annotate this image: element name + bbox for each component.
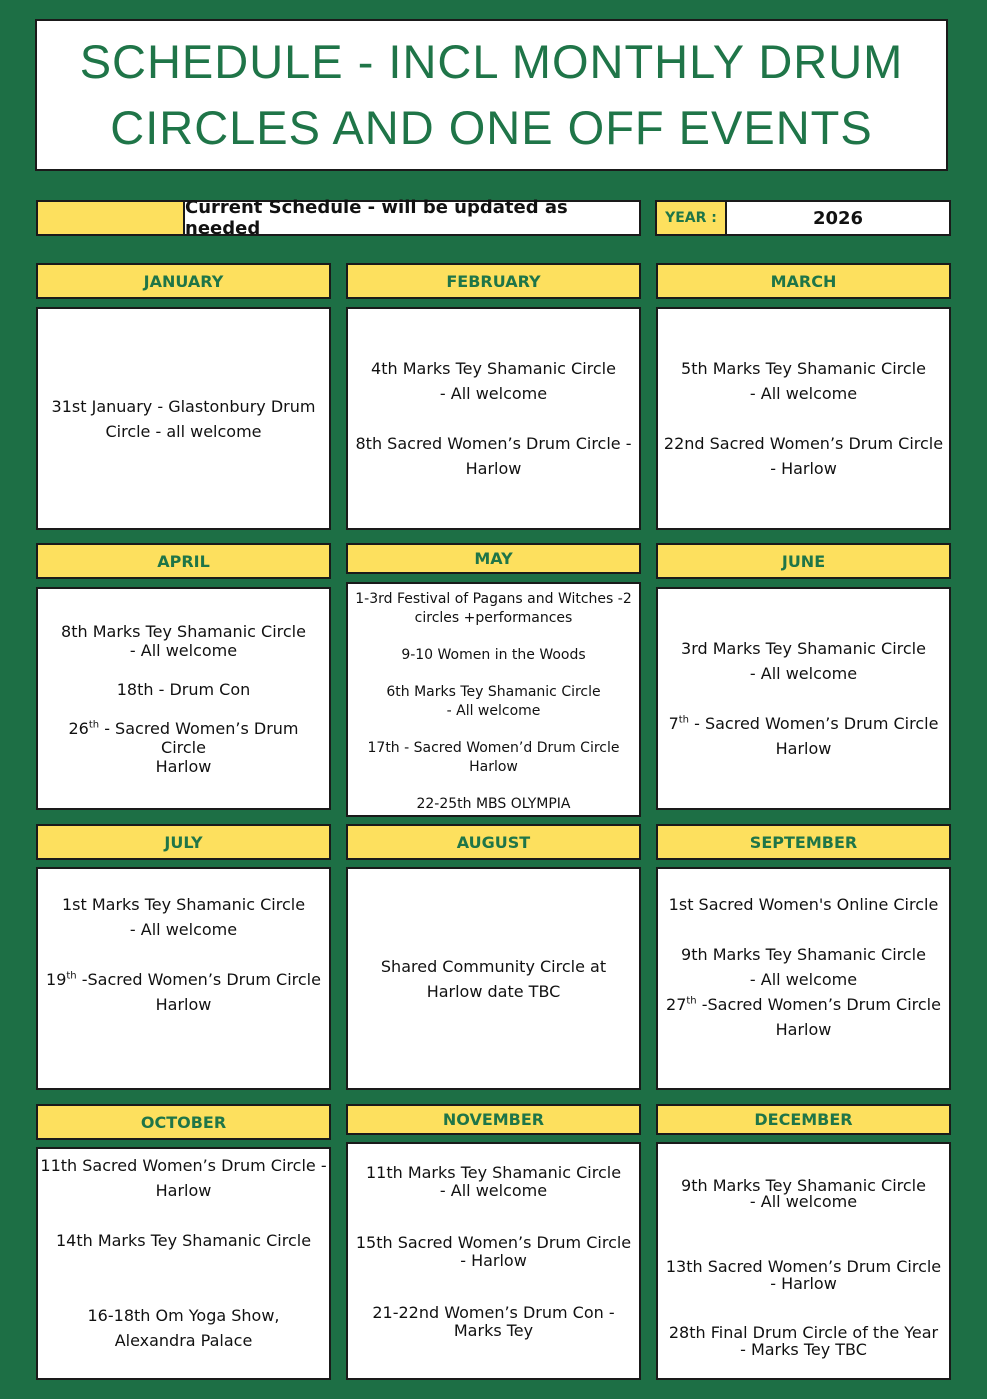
event-item: Harlow: [775, 1020, 832, 1039]
title-line-2: CIRCLES AND ONE OFF EVENTS: [110, 101, 873, 154]
title-line-1: SCHEDULE - INCL MONTHLY DRUM: [79, 35, 904, 88]
month-header-november: NOVEMBER: [346, 1104, 641, 1135]
month-header-june: JUNE: [656, 543, 951, 579]
event-item: 8th Sacred Women’s Drum Circle - Harlow: [355, 434, 632, 478]
month-header-february: FEBRUARY: [346, 263, 641, 299]
event-item: Harlow: [155, 756, 212, 776]
event-item: - All welcome: [749, 664, 858, 683]
event-item: 1-3rd Festival of Pagans and Witches -2 circles +performances: [355, 591, 632, 626]
event-item: - All welcome: [129, 920, 238, 939]
event-item: 15th Sacred Women’s Drum Circle - Harlow: [355, 1233, 632, 1270]
month-box-may: [346, 582, 641, 817]
current-schedule-label: Current Schedule - will be updated as needed: [183, 200, 641, 236]
month-box-february: [346, 307, 641, 530]
month-box-june: [656, 587, 951, 810]
event-item: Harlow: [775, 739, 832, 758]
event-item: 8th Marks Tey Shamanic Circle: [61, 621, 306, 641]
month-box-march: [656, 307, 951, 530]
event-ordinal: th: [678, 714, 690, 726]
event-day: 19: [46, 970, 67, 989]
month-box-january: [36, 307, 331, 530]
event-item: Shared Community Circle at Harlow date TBC: [380, 956, 607, 1001]
month-header-april: APRIL: [36, 543, 331, 579]
month-header-march: MARCH: [656, 263, 951, 299]
event-item: [660, 992, 947, 1017]
month-header-july: JULY: [36, 824, 331, 860]
event-item: 17th - Sacred Women’d Drum Circle Harlow: [367, 740, 620, 775]
event-item: 4th Marks Tey Shamanic Circle: [371, 359, 616, 378]
month-header-october: OCTOBER: [36, 1104, 331, 1140]
status-bar-swatch: [36, 200, 185, 236]
month-header-january: JANUARY: [36, 263, 331, 299]
event-item: Harlow: [155, 995, 212, 1014]
event-ordinal: th: [66, 970, 77, 982]
month-box-july: [36, 867, 331, 1090]
event-ordinal: th: [88, 719, 100, 731]
event-item: [38, 719, 329, 757]
event-item: 31st January - Glastonbury Drum Circle - all welcome: [51, 396, 316, 441]
event-item: 16-18th Om Yoga Show, Alexandra Palace: [87, 1306, 280, 1350]
page-title: [35, 19, 948, 171]
event-item: 13th Sacred Women’s Drum Circle - Harlow: [665, 1257, 942, 1293]
event-item: - All welcome: [129, 640, 238, 660]
event-item: 5th Marks Tey Shamanic Circle: [681, 359, 926, 378]
event-item: - All welcome: [749, 1192, 858, 1211]
month-box-december: [656, 1142, 951, 1380]
event-item: 21-22nd Women’s Drum Con - Marks Tey: [372, 1303, 615, 1340]
month-box-november: [346, 1142, 641, 1380]
month-box-october: [36, 1147, 331, 1380]
event-item: 14th Marks Tey Shamanic Circle: [55, 1231, 312, 1250]
month-box-september: [656, 867, 951, 1090]
month-header-may: MAY: [346, 543, 641, 574]
event-item: 11th Sacred Women’s Drum Circle - Harlow: [40, 1156, 327, 1200]
event-item: [40, 967, 327, 992]
event-item: - All welcome: [446, 703, 541, 719]
event-item: 9th Marks Tey Shamanic Circle: [681, 945, 926, 964]
year-label: YEAR :: [655, 200, 727, 236]
event-text: - Sacred Women’s Drum Circle: [99, 718, 299, 757]
event-item: - All welcome: [749, 970, 858, 989]
month-box-april: [36, 587, 331, 810]
event-text: -Sacred Women’s Drum Circle: [76, 970, 321, 989]
event-item: 3rd Marks Tey Shamanic Circle: [681, 639, 926, 658]
event-item: 1st Sacred Women's Online Circle: [668, 895, 939, 914]
event-text: -Sacred Women’s Drum Circle: [696, 995, 941, 1014]
month-header-august: AUGUST: [346, 824, 641, 860]
event-item: - All welcome: [439, 1181, 548, 1200]
event-item: 28th Final Drum Circle of the Year - Marks Tey TBC: [668, 1323, 939, 1359]
event-item: 11th Marks Tey Shamanic Circle: [365, 1163, 622, 1182]
event-item: 9th Marks Tey Shamanic Circle: [681, 1176, 926, 1195]
event-item: 18th - Drum Con: [116, 679, 251, 699]
year-value: 2026: [725, 200, 951, 236]
month-header-september: SEPTEMBER: [656, 824, 951, 860]
event-item: 22nd Sacred Women’s Drum Circle - Harlow: [663, 434, 944, 478]
event-item: 6th Marks Tey Shamanic Circle: [386, 684, 601, 700]
event-item: 1st Marks Tey Shamanic Circle: [61, 895, 306, 914]
month-header-december: DECEMBER: [656, 1104, 951, 1135]
event-item: 9-10 Women in the Woods: [401, 647, 586, 663]
event-ordinal: th: [686, 995, 697, 1007]
event-day: 26: [68, 718, 89, 738]
event-day: 7: [668, 714, 679, 733]
event-text: - Sacred Women’s Drum Circle: [689, 714, 939, 733]
event-item: 22-25th MBS OLYMPIA: [416, 796, 571, 812]
event-item: - All welcome: [749, 384, 858, 403]
event-item: - All welcome: [439, 384, 548, 403]
event-item: [663, 711, 945, 736]
event-day: 27: [666, 995, 687, 1014]
month-box-august: [346, 867, 641, 1090]
